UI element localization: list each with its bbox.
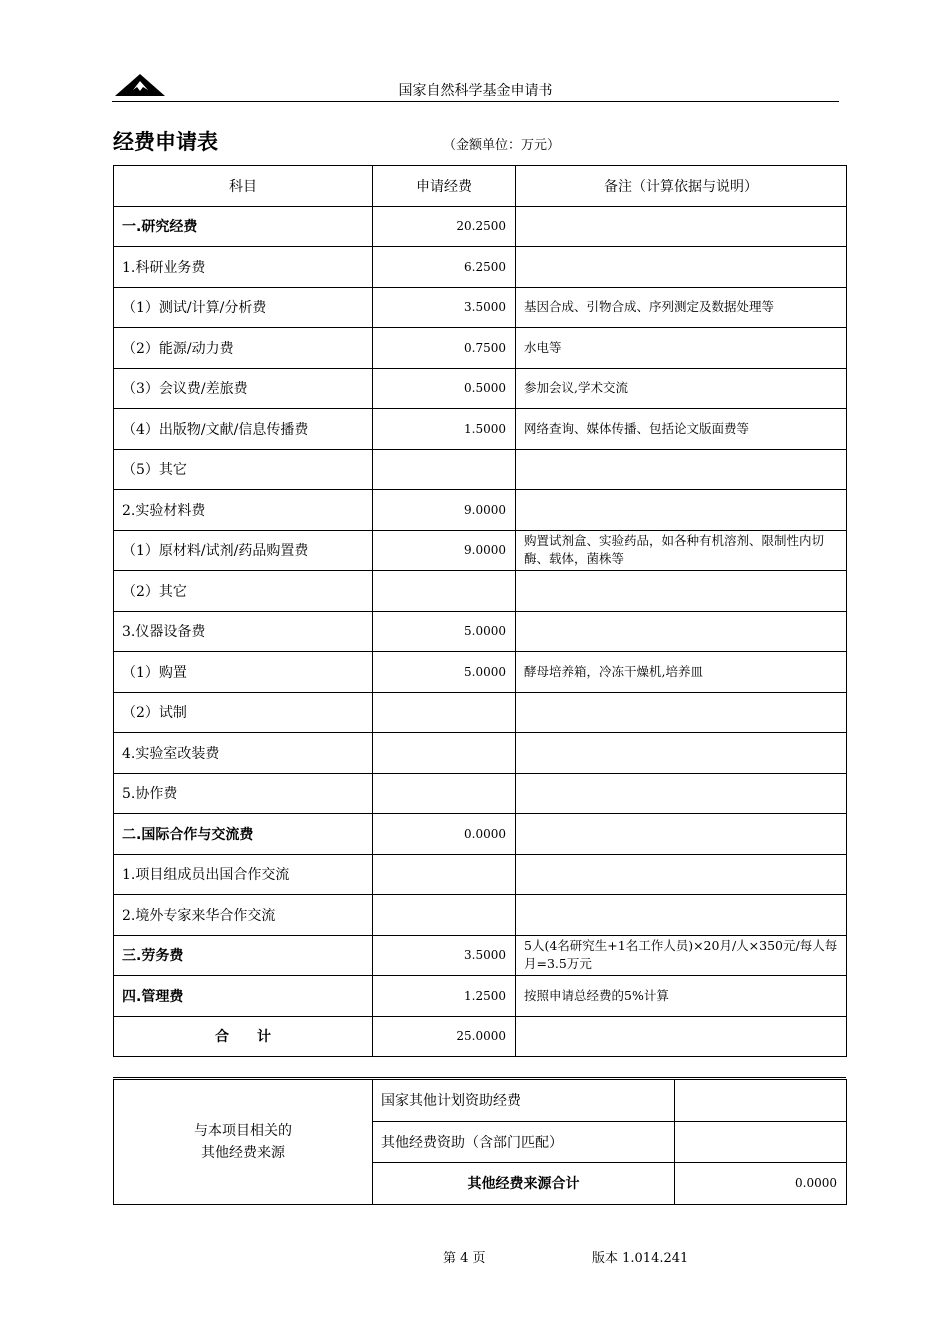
budget-amount-field[interactable]: 0.5000 <box>373 368 516 409</box>
budget-item-label: 1.项目组成员出国合作交流 <box>114 854 373 895</box>
table-row <box>114 611 847 652</box>
budget-note-field[interactable]: 酵母培养箱，冷冻干燥机,培养皿 <box>516 652 847 693</box>
table-row <box>114 935 847 976</box>
budget-item-label: （1）购置 <box>114 652 373 693</box>
budget-note-field[interactable]: 水电等 <box>516 328 847 369</box>
budget-item-label: 1.科研业务费 <box>114 247 373 288</box>
version-label: 版本 1.014.241 <box>592 1251 689 1266</box>
budget-note-field[interactable] <box>516 571 847 612</box>
other-source-row <box>114 1080 847 1122</box>
budget-item-label: （5）其它 <box>114 449 373 490</box>
budget-amount-field[interactable] <box>373 733 516 774</box>
table-row <box>114 652 847 693</box>
budget-amount-field[interactable]: 3.5000 <box>373 287 516 328</box>
budget-item-label: 四.管理费 <box>114 976 373 1017</box>
table-row <box>114 206 847 247</box>
budget-item-label: 2.实验材料费 <box>114 490 373 531</box>
document-title: 国家自然科学基金申请书 <box>398 83 553 99</box>
budget-note-field[interactable]: 按照申请总经费的5%计算 <box>516 976 847 1017</box>
table-row <box>114 409 847 450</box>
total-amount: 25.0000 <box>373 1016 516 1057</box>
budget-amount-field[interactable] <box>373 449 516 490</box>
other-source-name: 其他经费资助（含部门匹配） <box>373 1121 675 1163</box>
budget-note-field[interactable]: 购置试剂盒、实验药品，如各种有机溶剂、限制性内切酶、载体，菌株等 <box>516 530 847 571</box>
total-label: 合 计 <box>114 1016 373 1057</box>
table-row <box>114 895 847 936</box>
budget-note-field[interactable] <box>516 854 847 895</box>
other-sources-total-amount: 0.0000 <box>675 1163 847 1205</box>
total-note <box>516 1016 847 1057</box>
budget-amount-field[interactable]: 20.2500 <box>373 206 516 247</box>
other-source-name: 国家其他计划资助经费 <box>373 1080 675 1122</box>
total-row <box>114 1016 847 1057</box>
unit-note: （金额单位：万元） <box>443 138 561 153</box>
budget-item-label: 4.实验室改装费 <box>114 733 373 774</box>
budget-item-label: 一.研究经费 <box>114 206 373 247</box>
budget-amount-field[interactable]: 1.5000 <box>373 409 516 450</box>
budget-table <box>113 165 847 1057</box>
budget-item-label: （3）会议费/差旅费 <box>114 368 373 409</box>
table-row <box>114 328 847 369</box>
budget-note-field[interactable] <box>516 449 847 490</box>
budget-note-field[interactable] <box>516 206 847 247</box>
other-sources-label <box>114 1080 373 1205</box>
budget-amount-field[interactable] <box>373 692 516 733</box>
budget-note-field[interactable]: 网络查询、媒体传播、包括论文版面费等 <box>516 409 847 450</box>
table-row <box>114 247 847 288</box>
table-header-row <box>114 166 847 207</box>
budget-item-label: 二.国际合作与交流费 <box>114 814 373 855</box>
other-sources-table <box>113 1079 847 1205</box>
budget-amount-field[interactable] <box>373 895 516 936</box>
budget-amount-field[interactable]: 9.0000 <box>373 530 516 571</box>
budget-note-field[interactable] <box>516 611 847 652</box>
header-divider <box>112 101 839 102</box>
budget-item-label: （1）原材料/试剂/药品购置费 <box>114 530 373 571</box>
budget-note-field[interactable] <box>516 895 847 936</box>
table-row <box>114 814 847 855</box>
budget-note-field[interactable]: 5人(4名研究生+1名工作人员)×20月/人×350元/每人每月=3.5万元 <box>516 935 847 976</box>
page-header <box>112 70 839 104</box>
budget-note-field[interactable] <box>516 490 847 531</box>
budget-note-field[interactable] <box>516 773 847 814</box>
form-title: 经费申请表 <box>113 130 218 154</box>
budget-note-field[interactable] <box>516 692 847 733</box>
budget-item-label: （2）能源/动力费 <box>114 328 373 369</box>
budget-item-label: （2）其它 <box>114 571 373 612</box>
budget-note-field[interactable] <box>516 814 847 855</box>
page-number: 第 4 页 <box>443 1251 486 1266</box>
other-sources-label-line2: 其他经费来源 <box>201 1144 285 1161</box>
budget-note-field[interactable] <box>516 733 847 774</box>
table-row <box>114 368 847 409</box>
budget-amount-field[interactable]: 1.2500 <box>373 976 516 1017</box>
budget-item-label: （2）试制 <box>114 692 373 733</box>
budget-amount-field[interactable] <box>373 854 516 895</box>
table-row <box>114 571 847 612</box>
budget-amount-field[interactable]: 3.5000 <box>373 935 516 976</box>
budget-amount-field[interactable]: 0.7500 <box>373 328 516 369</box>
other-sources-total-label: 其他经费来源合计 <box>373 1163 675 1205</box>
table-row <box>114 530 847 571</box>
table-row <box>114 773 847 814</box>
budget-note-field[interactable]: 参加会议,学术交流 <box>516 368 847 409</box>
section-divider <box>113 1077 846 1078</box>
budget-amount-field[interactable] <box>373 571 516 612</box>
budget-amount-field[interactable]: 5.0000 <box>373 652 516 693</box>
budget-item-label: 5.协作费 <box>114 773 373 814</box>
budget-item-label: （4）出版物/文献/信息传播费 <box>114 409 373 450</box>
budget-amount-field[interactable]: 6.2500 <box>373 247 516 288</box>
table-row <box>114 733 847 774</box>
column-header-note: 备注（计算依据与说明） <box>516 166 847 207</box>
budget-amount-field[interactable]: 0.0000 <box>373 814 516 855</box>
table-row <box>114 976 847 1017</box>
budget-item-label: （1）测试/计算/分析费 <box>114 287 373 328</box>
other-sources-label-line1: 与本项目相关的 <box>194 1122 292 1139</box>
column-header-amount: 申请经费 <box>373 166 516 207</box>
table-row <box>114 692 847 733</box>
budget-note-field[interactable] <box>516 247 847 288</box>
budget-item-label: 2.境外专家来华合作交流 <box>114 895 373 936</box>
table-row <box>114 449 847 490</box>
budget-note-field[interactable]: 基因合成、引物合成、序列测定及数据处理等 <box>516 287 847 328</box>
column-header-item: 科目 <box>114 166 373 207</box>
budget-amount-field[interactable]: 5.0000 <box>373 611 516 652</box>
other-source-amount-field[interactable] <box>675 1121 847 1163</box>
budget-item-label: 3.仪器设备费 <box>114 611 373 652</box>
budget-amount-field[interactable]: 9.0000 <box>373 490 516 531</box>
table-row <box>114 287 847 328</box>
table-row <box>114 490 847 531</box>
other-source-amount-field[interactable] <box>675 1080 847 1122</box>
table-row <box>114 854 847 895</box>
budget-amount-field[interactable] <box>373 773 516 814</box>
budget-item-label: 三.劳务费 <box>114 935 373 976</box>
